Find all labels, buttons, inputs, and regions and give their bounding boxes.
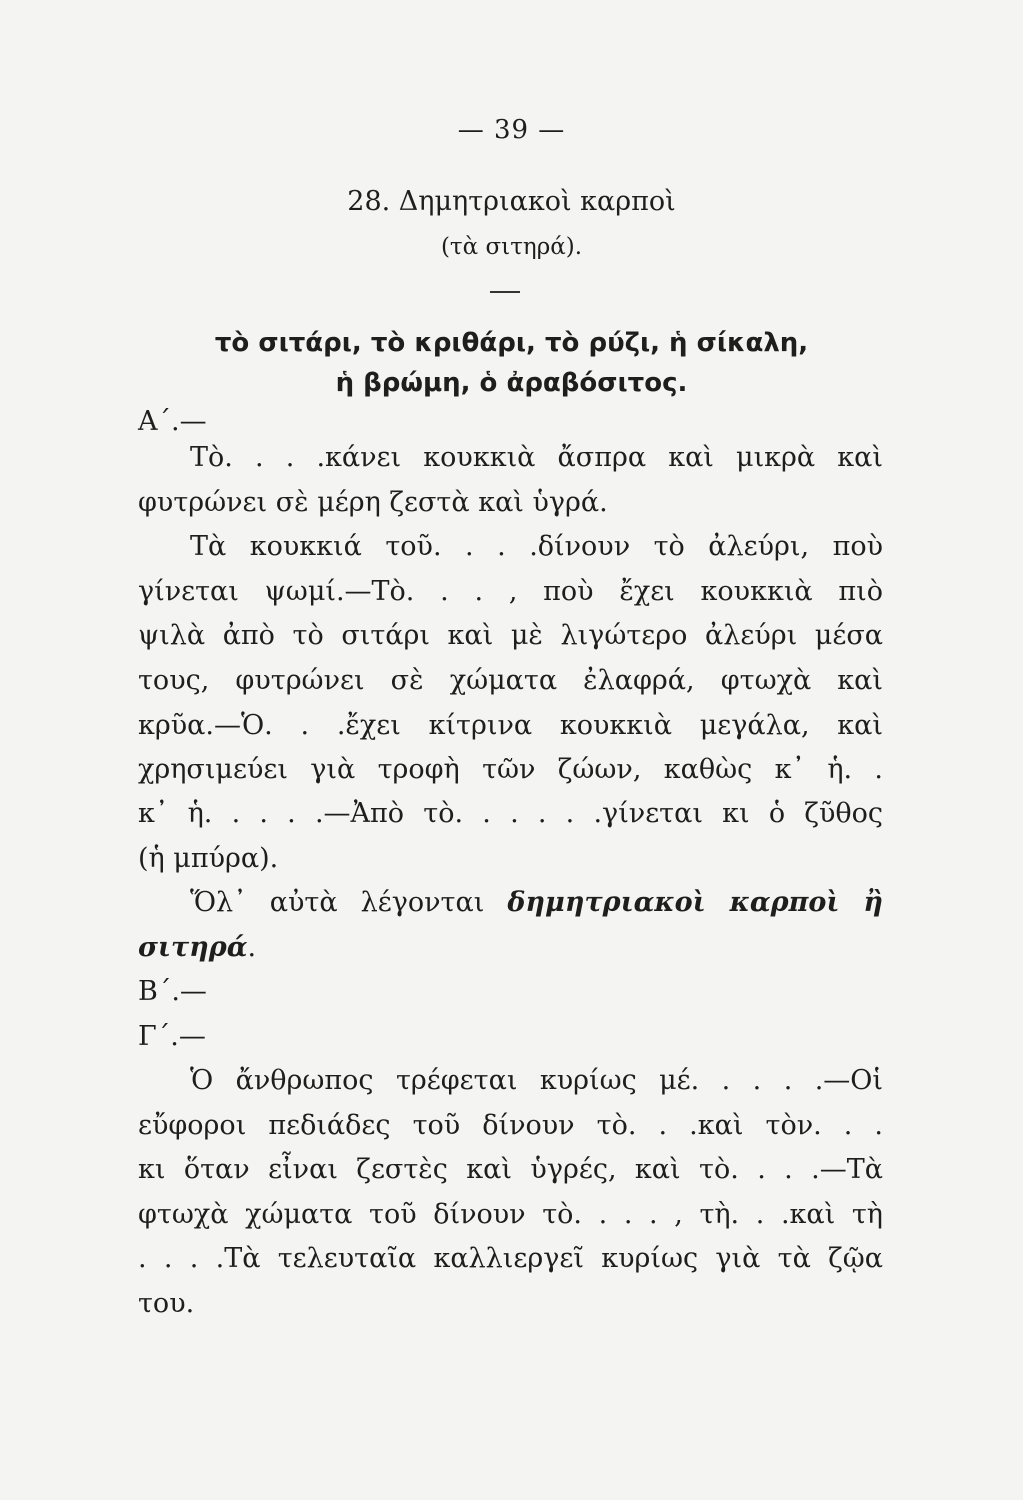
paragraph-line: Ὁ ἄνθρωπος τρέφεται κυρίως μέ. . . . .—Οἱ: [190, 1065, 883, 1096]
summary-period: .: [247, 932, 257, 963]
summary-emphasis: δημητριακοὶ καρποὶ ἢ: [507, 887, 883, 918]
section-c-label: Γ΄.—: [138, 1021, 206, 1052]
paragraph-line: γίνεται ψωμί.—Τὸ. . . , ποὺ ἔχει κουκκιὰ πιὸ: [138, 576, 883, 607]
terms-line-2: ἡ βρώμη, ὁ ἀραβόσιτος.: [335, 368, 688, 398]
summary-line: [190, 887, 883, 918]
paragraph-line: εὔφοροι πεδιάδες τοῦ δίνουν τὸ. . .καὶ τὸν. . .: [138, 1110, 883, 1141]
summary-emphasis-end: σιτηρά: [138, 932, 248, 963]
paragraph-line: (ἡ μπύρα).: [138, 843, 279, 874]
terms-line-1: τὸ σιτάρι, τὸ κριθάρι, τὸ ρύζι, ἡ σίκαλη,: [214, 328, 809, 358]
paragraph-line: τους, φυτρώνει σὲ χώματα ἐλαφρά, φτωχὰ καὶ: [138, 665, 883, 696]
paragraph-line: Τὸ. . . .κάνει κουκκιὰ ἄσπρα καὶ μικρὰ καὶ: [190, 442, 883, 473]
chapter-title: 28. Δημητριακοὶ καρποὶ: [347, 186, 676, 217]
paragraph-line: του.: [138, 1288, 195, 1319]
paragraph-line: κι ὅταν εἶναι ζεστὲς καὶ ὑγρές, καὶ τὸ. . . .—Τὰ: [138, 1154, 883, 1185]
page-number: — 39 —: [457, 115, 566, 145]
paragraph-line: ψιλὰ ἀπὸ τὸ σιτάρι καὶ μὲ λιγώτερο ἀλεύρι μέσα: [138, 620, 883, 651]
paragraph-line: . . . .Τὰ τελευταῖα καλλιεργεῖ κυρίως γιὰ τὰ ζῷα: [138, 1243, 883, 1274]
paragraph-line: φυτρώνει σὲ μέρη ζεστὰ καὶ ὑγρά.: [138, 487, 608, 518]
section-b-label: Β΄.—: [138, 976, 207, 1007]
summary-line-end: [138, 932, 883, 963]
paragraph-line: χρησιμεύει γιὰ τροφὴ τῶν ζώων, καθὼς κ᾽ ἡ. .: [138, 754, 883, 785]
title-rule: [490, 291, 520, 293]
paragraph-line: κ᾽ ἡ. . . . .—Ἀπὸ τὸ. . . . . .γίνεται κι ὁ ζῦθος: [138, 798, 883, 829]
paragraph-line: φτωχὰ χώματα τοῦ δίνουν τὸ. . . . , τὴ. . .καὶ τὴ: [138, 1199, 883, 1230]
summary-text: Ὅλ᾽ αὐτὰ λέγονται: [190, 887, 485, 918]
chapter-subtitle: (τὰ σιτηρά).: [440, 234, 583, 260]
paragraph-line: Τὰ κουκκιά τοῦ. . . .δίνουν τὸ ἀλεύρι, ποὺ: [190, 531, 883, 562]
paragraph-line: κρῦα.—Ὁ. . .ἔχει κίτρινα κουκκιὰ μεγάλα, καὶ: [138, 710, 883, 741]
section-a-label: Α΄.—: [138, 406, 207, 437]
